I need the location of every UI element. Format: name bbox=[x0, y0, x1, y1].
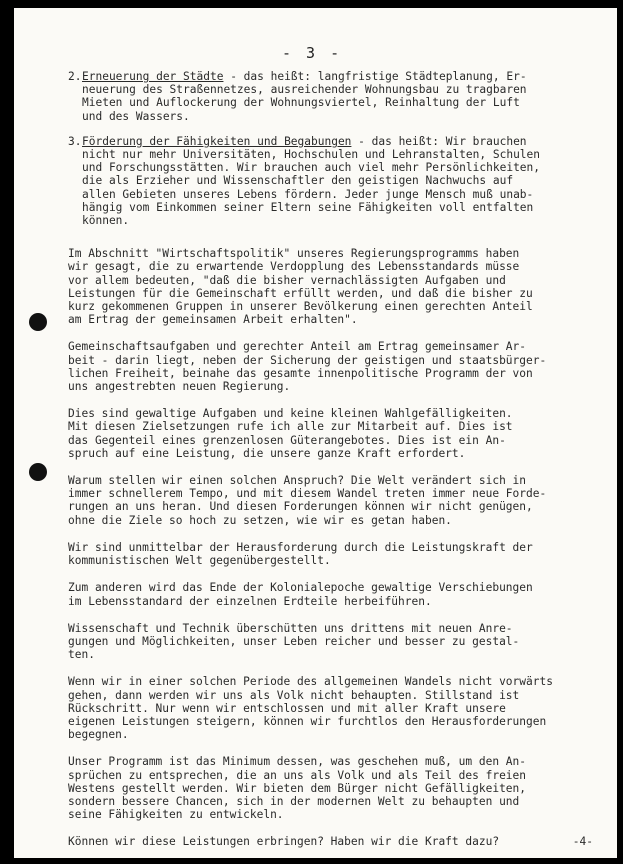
text-line: Leistungen für die Gemeinschaft erfüllt werden, und daß die bisher zu bbox=[68, 286, 533, 300]
text-line: Unser Programm ist das Minimum dessen, was geschehen muß, um den An- bbox=[68, 755, 527, 769]
text-line: Wir sind unmittelbar der Herausforderung durch die Leistungskraft der bbox=[68, 540, 533, 554]
text-line: wir gesagt, die zu erwartende Verdopplung des Lebensstandards müsse bbox=[68, 260, 520, 274]
paragraph bbox=[68, 541, 593, 567]
text-line: ten. bbox=[68, 648, 95, 662]
punch-hole-bottom bbox=[29, 463, 47, 481]
text-line: vor allem bedeuten, "daß die bisher vernachlässigten Aufgaben und bbox=[68, 273, 506, 287]
text-line: gungen und Möglichkeiten, unser Leben reicher und besser zu gestal- bbox=[68, 634, 520, 648]
paragraph bbox=[68, 407, 593, 460]
text-line: sprüchen zu entsprechen, die an uns als Volk und als Teil des freien bbox=[68, 768, 527, 782]
text-line: Wenn wir in einer solchen Periode des allgemeinen Wandels nicht vorwärts bbox=[68, 675, 553, 689]
list-item-number: 3. bbox=[68, 134, 82, 148]
text-line: rungen an uns heran. Und diesen Forderungen können wir nicht genügen, bbox=[68, 500, 533, 514]
closing-line bbox=[68, 835, 593, 848]
paragraph bbox=[68, 474, 593, 527]
document-page bbox=[14, 8, 617, 858]
text-line: Rückschritt. Nur wenn wir entschlossen und mit aller Kraft unsere bbox=[68, 701, 506, 715]
list-item bbox=[68, 134, 593, 228]
text-line: und des Wassers. bbox=[82, 109, 190, 123]
text-line: im Lebensstandard der einzelnen Erdteile herbeiführen. bbox=[68, 594, 432, 608]
text-line: Mieten und Auflockerung der Wohnungsviertel, Reinhaltung der Luft bbox=[82, 96, 520, 110]
paragraph bbox=[68, 675, 593, 741]
page-number: - 3 - bbox=[282, 44, 343, 62]
paragraph bbox=[68, 755, 593, 821]
text-line: kurz gekommenen Gruppen in unserer Bevölkerung einen gerechten Anteil bbox=[68, 300, 533, 314]
list-item-title: Förderung der Fähigkeiten und Begabungen bbox=[82, 134, 352, 148]
text-line: am Ertrag der gemeinsamen Arbeit erhalten". bbox=[68, 313, 358, 327]
text-line: ohne die Ziele so hoch zu setzen, wie wir es getan haben. bbox=[68, 513, 452, 527]
list-item-text: - das heißt: langfristige Städteplanung, Er- bbox=[223, 70, 527, 83]
text-line: allen Gebieten unseres Lebens fördern. Jeder junge Mensch muß unab- bbox=[82, 187, 534, 201]
text-line: neuerung des Straßennetzes, ausreichender Wohnungsbau zu tragbaren bbox=[82, 83, 527, 97]
text-line: Im Abschnitt "Wirtschaftspolitik" unseres Regierungsprogramms haben bbox=[68, 247, 520, 261]
text-line: uns angestrebten neuen Regierung. bbox=[68, 380, 291, 394]
text-line: gehen, dann werden wir uns als Volk nicht behaupten. Stillstand ist bbox=[68, 688, 520, 702]
list-item bbox=[68, 70, 593, 123]
text-line: Zum anderen wird das Ende der Kolonialepoche gewaltige Verschiebungen bbox=[68, 581, 533, 595]
text-line: Dies sind gewaltige Aufgaben und keine kleinen Wahlgefälligkeiten. bbox=[68, 407, 513, 421]
list-item-text: - das heißt: Wir brauchen bbox=[351, 134, 527, 148]
text-line: lichen Freiheit, beinahe das gesamte innenpolitische Programm der von bbox=[68, 366, 533, 380]
text-line: und Forschungsstätten. Wir brauchen auch viel mehr Persönlichkeiten, bbox=[82, 161, 541, 175]
punch-hole-top bbox=[29, 313, 47, 331]
closing-question: Können wir diese Leistungen erbringen? Haben wir die Kraft dazu? bbox=[68, 835, 500, 849]
text-line: immer schnellerem Tempo, und mit diesem Wandel treten immer neue Forde- bbox=[68, 487, 547, 501]
list-item-number: 2. bbox=[68, 70, 82, 83]
text-line: spruch auf eine Leistung, die unsere ganze Kraft erfordert. bbox=[68, 446, 466, 460]
text-line: Mit diesen Zielsetzungen rufe ich alle zur Mitarbeit auf. Dies ist bbox=[68, 420, 513, 434]
document-body bbox=[68, 70, 593, 849]
text-line: Westens gestellt werden. Wir bieten dem Bürger nicht Gefälligkeiten, bbox=[68, 781, 527, 795]
text-line: beit - darin liegt, neben der Sicherung der geistigen und staatsbürger- bbox=[68, 353, 547, 367]
text-line: die als Erzieher und Wissenschaftler den geistigen Nachwuchs auf bbox=[82, 174, 514, 188]
text-line: begegnen. bbox=[68, 728, 129, 742]
text-line: können. bbox=[82, 214, 130, 228]
paragraph bbox=[68, 247, 593, 326]
text-line: kommunistischen Welt gegenübergestellt. bbox=[68, 554, 331, 568]
paragraph bbox=[68, 340, 593, 393]
text-line: das Gegenteil eines grenzenlosen Güterangebotes. Dies ist ein An- bbox=[68, 433, 506, 447]
text-line: Gemeinschaftsaufgaben und gerechter Anteil am Ertrag gemeinsamer Ar- bbox=[68, 340, 527, 354]
list-item-title: Erneuerung der Städte bbox=[82, 70, 224, 83]
text-line: sondern bessere Chancen, sich in der modernen Welt zu behaupten und bbox=[68, 794, 520, 808]
text-line: eigenen Leistungen steigern, können wir furchtlos den Herausforderungen bbox=[68, 714, 547, 728]
text-line: nicht nur mehr Universitäten, Hochschulen und Lehranstalten, Schulen bbox=[82, 148, 541, 162]
next-page-marker: -4- bbox=[572, 835, 593, 849]
text-line: seine Fähigkeiten zu entwickeln. bbox=[68, 808, 284, 822]
text-line: Wissenschaft und Technik überschütten uns drittens mit neuen Anre- bbox=[68, 621, 513, 635]
text-line: hängig vom Einkommen seiner Eltern seine Fähigkeiten voll entfalten bbox=[82, 200, 534, 214]
paragraph bbox=[68, 581, 593, 607]
text-line: Warum stellen wir einen solchen Anspruch? Die Welt verändert sich in bbox=[68, 474, 527, 488]
paragraph bbox=[68, 622, 593, 662]
